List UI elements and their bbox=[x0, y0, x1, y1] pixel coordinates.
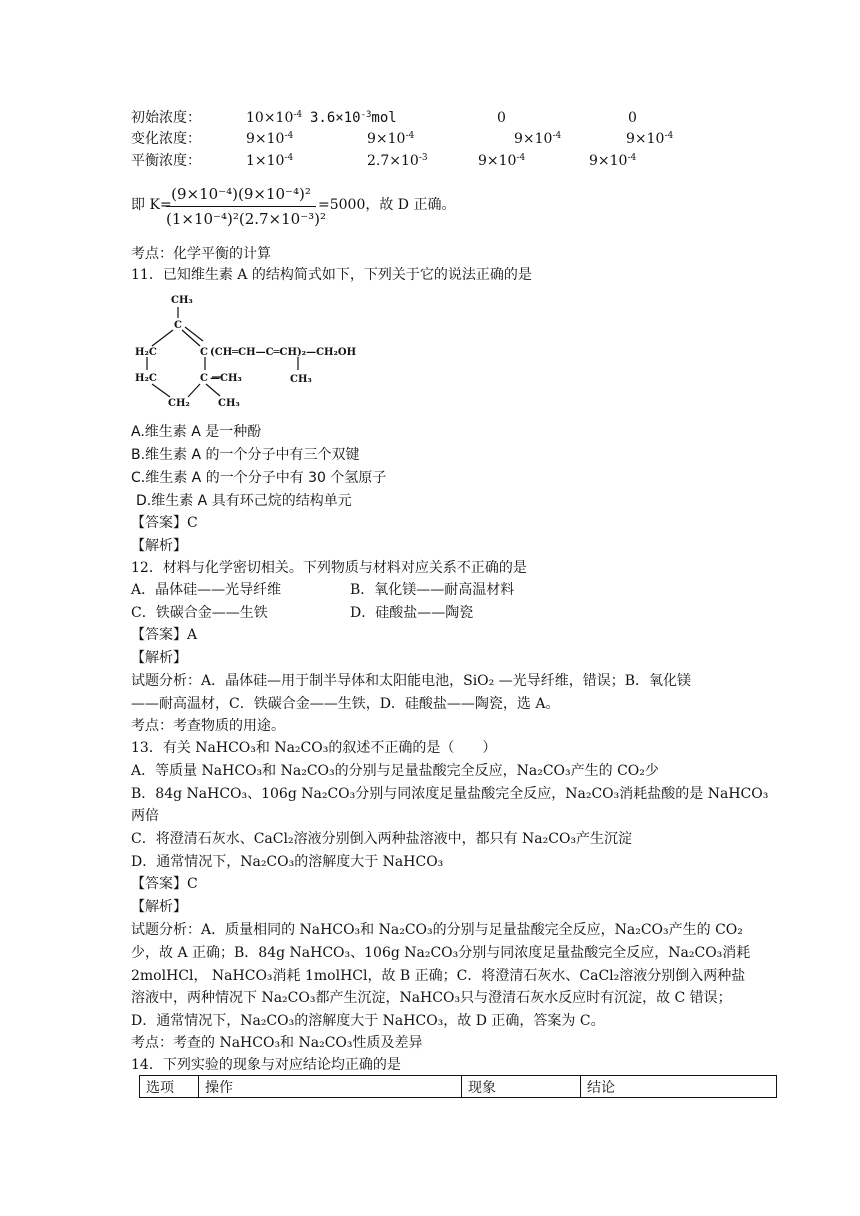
row-initial-c3: 0 bbox=[497, 110, 506, 126]
q13-option-b-1: B．84g NaHCO₃、106g Na₂CO₃分别与同浓度足量盐酸完全反应，Na₂CO₃消耗盐酸的是 NaHCO₃ bbox=[131, 786, 769, 802]
row-initial-label: 初始浓度： bbox=[131, 110, 201, 126]
q13-option-b-2: 两倍 bbox=[131, 808, 159, 824]
q12-answer: 【答案】A bbox=[131, 627, 198, 643]
row-initial-c1: $10\times 10^{-4}$ bbox=[246, 110, 303, 126]
q12-analysis: 【解析】 bbox=[131, 650, 187, 666]
q13-explanation-3: 2molHCl， NaHCO₃消耗 1molHCl，故 B 正确；C．将澄清石灰水、CaCl₂溶液分别倒入两种盐 bbox=[131, 968, 746, 984]
q13-explanation-5: D．通常情况下，Na₂CO₃的溶解度大于 NaHCO₃，故 D 正确，答案为 C。 bbox=[131, 1013, 605, 1029]
row-change-c3: $9\times 10^{-4}$ bbox=[514, 131, 562, 147]
k-denominator: (1×10⁻⁴)²(2.7×10⁻³)² bbox=[166, 210, 327, 228]
row-initial-c4: 0 bbox=[628, 110, 637, 126]
q12-option-c: C．铁碳合金——生铁 bbox=[131, 605, 268, 621]
label-chain: (CH═CH—C═CH)₂—CH₂OH bbox=[210, 347, 357, 358]
fraction-bar bbox=[166, 206, 316, 207]
k-prefix: 即 K= bbox=[131, 197, 172, 213]
q13-explanation-2: 少，故 A 正确；B．84g NaHCO₃、106g Na₂CO₃分别与同浓度足量盐酸完全反应，Na₂CO₃消耗 bbox=[131, 945, 751, 961]
q14-stem: 14．下列实验的现象与对应结论均正确的是 bbox=[131, 1057, 401, 1073]
row-equilibrium-label: 平衡浓度： bbox=[131, 153, 201, 169]
row-change-label: 变化浓度： bbox=[131, 131, 201, 147]
q13-option-a: A．等质量 NaHCO₃和 Na₂CO₃的分别与足量盐酸完全反应，Na₂CO₃产生的 CO₂少 bbox=[131, 763, 659, 779]
table-header-row bbox=[140, 1076, 777, 1098]
q12-stem: 12．材料与化学密切相关。下列物质与材料对应关系不正确的是 bbox=[131, 560, 527, 576]
label-ch3-bottom: CH₃ bbox=[218, 398, 240, 409]
q11-answer: 【答案】C bbox=[131, 515, 198, 531]
q14-table bbox=[139, 1075, 777, 1098]
q13-stem: 13．有关 NaHCO₃和 Na₂CO₃的叙述不正确的是（ ） bbox=[131, 740, 497, 756]
q11-option-c: C.维生素 A 的一个分子中有 30 个氢原子 bbox=[131, 470, 387, 486]
q13-explanation-1: 试题分析：A．质量相同的 NaHCO₃和 Na₂CO₃的分别与足量盐酸完全反应，Na₂CO₃产生的 CO₂ bbox=[131, 922, 743, 938]
q11-option-d: D.维生素 A 具有环己烷的结构单元 bbox=[136, 493, 352, 509]
q11-option-b: B.维生素 A 的一个分子中有三个双键 bbox=[131, 447, 360, 463]
row-equilibrium-c2: $2.7\times 10^{-3}$ bbox=[367, 153, 428, 169]
q12-explanation-1: 试题分析：A．晶体硅—用于制半导体和太阳能电池，SiO₂ —光导纤维，错误；B．氧化镁 bbox=[131, 673, 692, 689]
header-operation: 操作 bbox=[199, 1076, 462, 1098]
q12-point: 考点：考查物质的用途。 bbox=[131, 718, 285, 734]
row-change-c4: $9\times 10^{-4}$ bbox=[626, 131, 674, 147]
q13-option-c: C．将澄清石灰水、CaCl₂溶液分别倒入两种盐溶液中，都只有 Na₂CO₃产生沉淀 bbox=[131, 831, 633, 847]
q10-point: 考点：化学平衡的计算 bbox=[131, 246, 271, 262]
q11-stem: 11．已知维生素 A 的结构简式如下，下列关于它的说法正确的是 bbox=[131, 267, 532, 283]
label-ch3-right: —CH₃ bbox=[210, 373, 242, 384]
q12-option-a: A．晶体硅——光导纤维 bbox=[131, 582, 282, 598]
label-chain-ch3: CH₃ bbox=[290, 374, 312, 385]
q11-analysis: 【解析】 bbox=[131, 538, 187, 554]
header-phenomenon: 现象 bbox=[462, 1076, 581, 1098]
row-change-c1: $9\times 10^{-4}$ bbox=[246, 131, 294, 147]
row-equilibrium-c3: $9\times 10^{-4}$ bbox=[478, 153, 526, 169]
q13-point: 考点：考查的 NaHCO₃和 Na₂CO₃性质及差异 bbox=[131, 1035, 423, 1051]
k-fraction bbox=[166, 184, 327, 229]
k-numerator: (9×10⁻⁴)(9×10⁻⁴)² bbox=[171, 185, 311, 203]
q13-analysis: 【解析】 bbox=[131, 899, 187, 915]
q12-explanation-2: ——耐高温材，C．铁碳合金——生铁，D．硅酸盐——陶瓷，选 A。 bbox=[131, 696, 560, 712]
label-h2c-1: H₂C bbox=[135, 347, 157, 358]
q12-option-b: B．氧化镁——耐高温材料 bbox=[350, 582, 515, 598]
q12-option-d: D．硅酸盐——陶瓷 bbox=[350, 605, 474, 621]
label-top-ch3: CH₃ bbox=[171, 295, 193, 306]
vitamin-a-structure bbox=[130, 290, 420, 415]
row-change-c2: $9\times 10^{-4}$ bbox=[367, 131, 415, 147]
label-h2c-2: H₂C bbox=[135, 373, 157, 384]
q13-answer: 【答案】C bbox=[131, 876, 198, 892]
label-c-mid: C bbox=[200, 347, 208, 358]
label-ch2-bottom: CH₂ bbox=[168, 398, 190, 409]
row-equilibrium-c1: $1\times 10^{-4}$ bbox=[246, 153, 294, 169]
row-initial-c2: $3.6\times 10^{-3}mol$ bbox=[310, 110, 397, 126]
q13-option-d: D．通常情况下，Na₂CO₃的溶解度大于 NaHCO₃ bbox=[131, 854, 444, 870]
row-equilibrium-c4: $9\times 10^{-4}$ bbox=[589, 153, 637, 169]
q13-explanation-4: 溶液中，两种情况下 Na₂CO₃都产生沉淀，NaHCO₃只与澄清石灰水反应时有沉淀，故 C 错误； bbox=[131, 990, 732, 1006]
header-conclusion: 结论 bbox=[581, 1076, 777, 1098]
label-c-low: C bbox=[200, 373, 208, 384]
header-option: 选项 bbox=[140, 1076, 199, 1098]
k-suffix: =5000，故 D 正确。 bbox=[318, 197, 456, 213]
q11-option-a: A.维生素 A 是一种酚 bbox=[131, 424, 262, 440]
label-c-top: C bbox=[174, 320, 182, 331]
